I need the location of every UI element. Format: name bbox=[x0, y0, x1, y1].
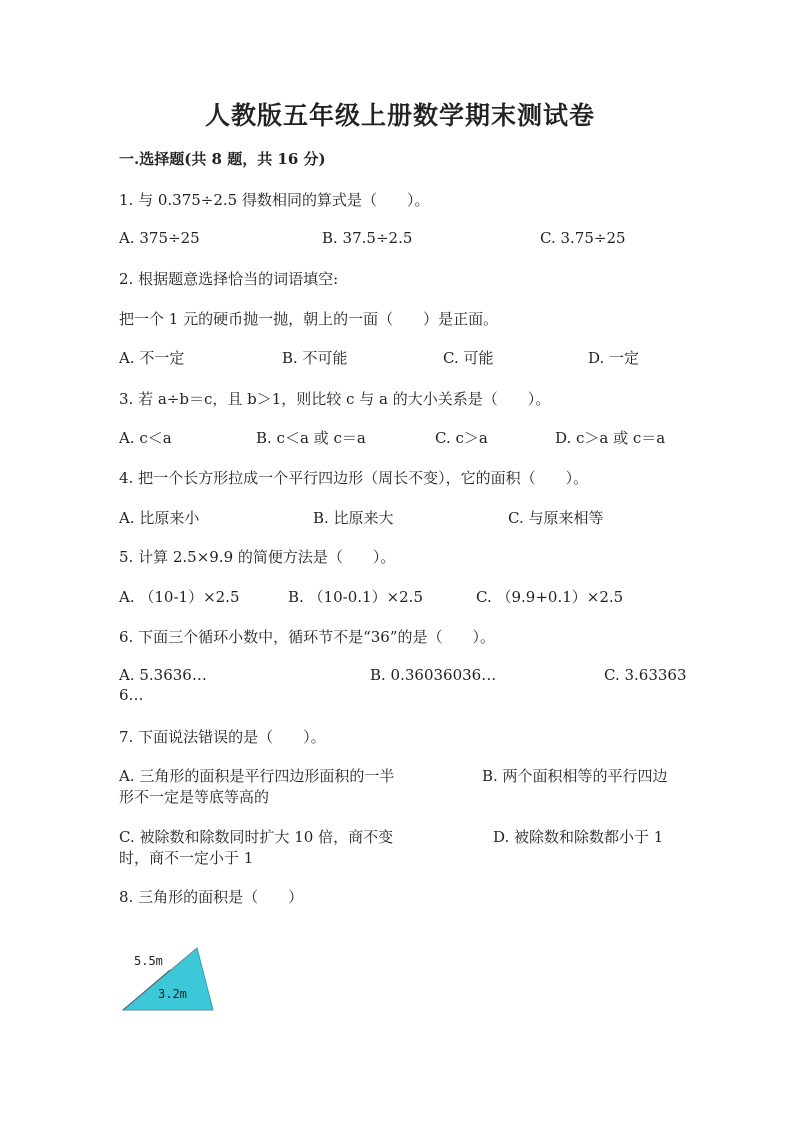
question-6-option-c: C. 3.63363 bbox=[604, 666, 687, 684]
question-3-option-c: C. c＞a bbox=[435, 429, 488, 447]
question-7-option-d: D. 被除数和除数都小于 1 bbox=[493, 828, 664, 846]
question-4-option-b: B. 比原来大 bbox=[313, 509, 394, 527]
triangle-figure bbox=[120, 940, 220, 1015]
question-6-option-a: A. 5.3636… bbox=[119, 666, 207, 684]
question-4-option-a: A. 比原来小 bbox=[119, 509, 200, 527]
question-1-option-c: C. 3.75÷25 bbox=[540, 229, 626, 247]
question-7-option-b-wrap: 形不一定是等底等高的 bbox=[119, 788, 270, 806]
question-1-option-a: A. 375÷25 bbox=[119, 229, 200, 247]
question-3-option-a: A. c＜a bbox=[119, 429, 172, 447]
question-8-stem: 8. 三角形的面积是（ ） bbox=[119, 888, 304, 906]
question-3-stem: 3. 若 a÷b＝c，且 b＞1，则比较 c 与 a 的大小关系是（ ）。 bbox=[119, 390, 551, 408]
question-2-sub: 把一个 1 元的硬币抛一抛，朝上的一面（ ）是正面。 bbox=[119, 310, 499, 328]
question-3-option-b: B. c＜a 或 c＝a bbox=[256, 429, 366, 447]
page-title: 人教版五年级上册数学期末测试卷 bbox=[204, 101, 595, 130]
question-7-option-a: A. 三角形的面积是平行四边形面积的一半 bbox=[119, 767, 395, 785]
question-2-stem: 2. 根据题意选择恰当的词语填空: bbox=[119, 270, 339, 288]
question-4-option-c: C. 与原来相等 bbox=[508, 509, 604, 527]
question-6-option-b: B. 0.36036036… bbox=[370, 666, 497, 684]
question-4-stem: 4. 把一个长方形拉成一个平行四边形（周长不变），它的面积（ ）。 bbox=[119, 469, 589, 487]
question-1-stem: 1. 与 0.375÷2.5 得数相同的算式是（ ）。 bbox=[119, 191, 430, 209]
question-7-option-c: C. 被除数和除数同时扩大 10 倍，商不变 bbox=[119, 828, 394, 846]
question-2-option-d: D. 一定 bbox=[588, 349, 640, 367]
question-2-option-a: A. 不一定 bbox=[119, 349, 185, 367]
question-5-stem: 5. 计算 2.5×9.9 的简便方法是（ ）。 bbox=[119, 548, 396, 566]
question-3-option-d: D. c＞a 或 c＝a bbox=[555, 429, 666, 447]
question-5-option-a: A. （10-1）×2.5 bbox=[119, 588, 240, 606]
question-1-option-b: B. 37.5÷2.5 bbox=[322, 229, 413, 247]
question-7-option-d-wrap: 时，商不一定小于 1 bbox=[119, 849, 254, 867]
question-2-option-c: C. 可能 bbox=[443, 349, 494, 367]
question-6-option-c-wrap: 6… bbox=[119, 686, 144, 704]
question-7-option-b: B. 两个面积相等的平行四边 bbox=[482, 767, 668, 785]
question-2-option-b: B. 不可能 bbox=[282, 349, 348, 367]
question-5-option-c: C. （9.9+0.1）×2.5 bbox=[476, 588, 624, 606]
height-label: 3.2m bbox=[158, 987, 187, 1001]
question-7-stem: 7. 下面说法错误的是（ ）。 bbox=[119, 728, 326, 746]
side-length-label: 5.5m bbox=[134, 954, 163, 968]
section-heading: 一.选择题(共 8 题，共 16 分) bbox=[119, 150, 326, 168]
question-5-option-b: B. （10-0.1）×2.5 bbox=[288, 588, 423, 606]
question-6-stem: 6. 下面三个循环小数中，循环节不是“36”的是（ ）。 bbox=[119, 628, 496, 646]
